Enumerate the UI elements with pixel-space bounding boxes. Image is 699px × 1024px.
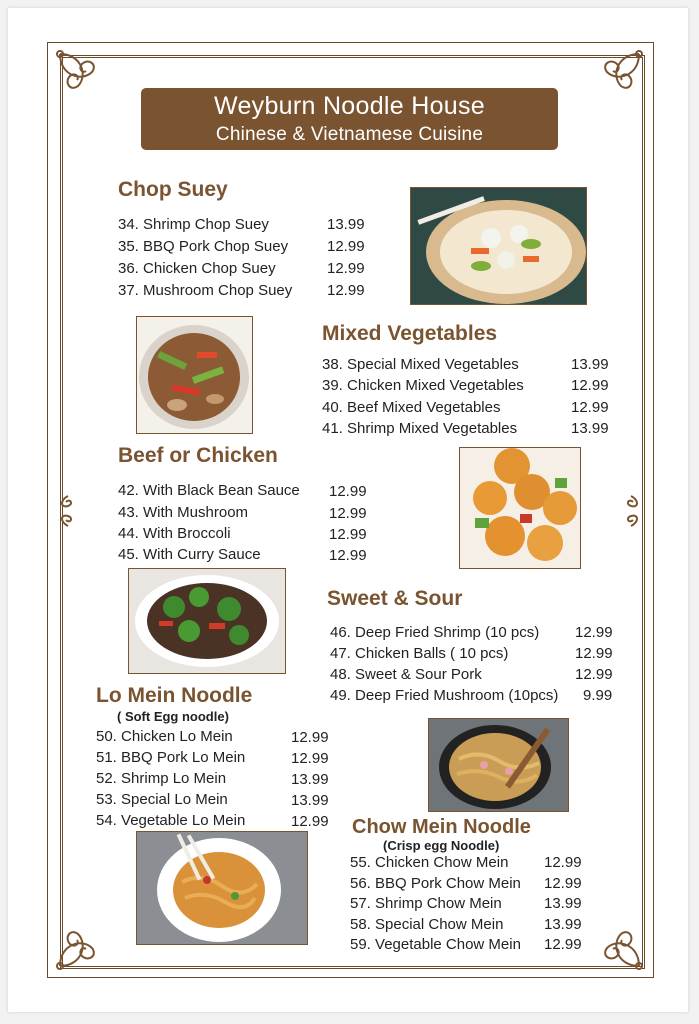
menu-price: 12.99	[544, 875, 582, 892]
restaurant-cuisine: Chinese & Vietnamese Cuisine	[215, 124, 484, 145]
menu-item: 53. Special Lo Mein	[96, 791, 228, 808]
menu-price: 12.99	[575, 666, 613, 683]
photo-chop-suey	[410, 187, 587, 305]
flourish-corner-icon	[597, 46, 647, 96]
menu-price: 13.99	[544, 916, 582, 933]
menu-price: 13.99	[291, 771, 329, 788]
menu-price: 12.99	[291, 750, 329, 767]
menu-price: 12.99	[329, 547, 367, 564]
photo-mixed-vegetables	[136, 316, 253, 434]
menu-item: 55. Chicken Chow Mein	[350, 854, 509, 871]
menu-item: 58. Special Chow Mein	[350, 916, 504, 933]
menu-price: 12.99	[291, 813, 329, 830]
menu-item: 39. Chicken Mixed Vegetables	[322, 377, 524, 394]
menu-item: 49. Deep Fried Mushroom (10pcs)	[330, 687, 559, 704]
photo-chow-mein	[428, 718, 569, 812]
section-title-sweet-sour: Sweet & Sour	[327, 587, 463, 610]
menu-item: 48. Sweet & Sour Pork	[330, 666, 482, 683]
menu-item: 36. Chicken Chop Suey	[118, 260, 276, 277]
menu-item: 43. With Mushroom	[118, 504, 249, 521]
flourish-corner-icon	[597, 924, 647, 974]
photo-lo-mein	[136, 831, 308, 945]
flourish-side-icon	[58, 494, 78, 528]
restaurant-name: Weyburn Noodle House	[214, 92, 485, 120]
menu-item: 34. Shrimp Chop Suey	[118, 216, 269, 233]
menu-price: 13.99	[571, 420, 609, 437]
menu-price: 12.99	[575, 645, 613, 662]
menu-item: 40. Beef Mixed Vegetables	[322, 399, 501, 416]
menu-price: 9.99	[583, 687, 613, 704]
menu-price: 12.99	[327, 282, 365, 299]
section-subtitle-chow-mein: (Crisp egg Noodle)	[383, 838, 500, 853]
menu-price: 12.99	[327, 238, 365, 255]
menu-price: 12.99	[544, 936, 582, 953]
section-title-chop-suey: Chop Suey	[118, 178, 228, 201]
section-title-mixed-vegetables: Mixed Vegetables	[322, 322, 498, 345]
section-subtitle-lo-mein: ( Soft Egg noodle)	[117, 709, 229, 724]
menu-item: 45. With Curry Sauce	[118, 546, 261, 563]
flourish-corner-icon	[52, 46, 102, 96]
menu-price: 12.99	[329, 526, 367, 543]
header-banner	[141, 88, 558, 150]
menu-price: 12.99	[329, 505, 367, 522]
menu-item: 44. With Broccoli	[118, 525, 231, 542]
photo-beef-broccoli	[128, 568, 286, 674]
menu-price: 12.99	[571, 377, 609, 394]
photo-sweet-sour	[459, 447, 581, 569]
menu-price: 12.99	[327, 260, 365, 277]
menu-price: 13.99	[327, 216, 365, 233]
section-title-chow-mein: Chow Mein Noodle	[352, 816, 531, 838]
menu-item: 35. BBQ Pork Chop Suey	[118, 238, 289, 255]
menu-item: 50. Chicken Lo Mein	[96, 728, 233, 745]
menu-item: 54. Vegetable Lo Mein	[96, 812, 246, 829]
menu-price: 12.99	[575, 624, 613, 641]
flourish-side-icon	[621, 494, 641, 528]
menu-price: 13.99	[291, 792, 329, 809]
menu-price: 12.99	[571, 399, 609, 416]
menu-item: 47. Chicken Balls ( 10 pcs)	[330, 645, 509, 662]
menu-item: 59. Vegetable Chow Mein	[350, 936, 521, 953]
flourish-corner-icon	[52, 924, 102, 974]
menu-item: 41. Shrimp Mixed Vegetables	[322, 420, 518, 437]
menu-price: 12.99	[544, 854, 582, 871]
menu-price: 13.99	[544, 895, 582, 912]
menu-price: 12.99	[329, 483, 367, 500]
section-title-beef-or-chicken: Beef or Chicken	[118, 444, 278, 467]
menu-item: 52. Shrimp Lo Mein	[96, 770, 227, 787]
menu-item: 42. With Black Bean Sauce	[118, 482, 300, 499]
menu-price: 13.99	[571, 356, 609, 373]
menu-item: 57. Shrimp Chow Mein	[350, 895, 502, 912]
menu-item: 46. Deep Fried Shrimp (10 pcs)	[330, 624, 540, 641]
menu-price: 12.99	[291, 729, 329, 746]
menu-item: 37. Mushroom Chop Suey	[118, 282, 293, 299]
menu-item: 56. BBQ Pork Chow Mein	[350, 875, 521, 892]
menu-item: 51. BBQ Pork Lo Mein	[96, 749, 246, 766]
section-title-lo-mein: Lo Mein Noodle	[96, 684, 253, 707]
menu-item: 38. Special Mixed Vegetables	[322, 356, 519, 373]
